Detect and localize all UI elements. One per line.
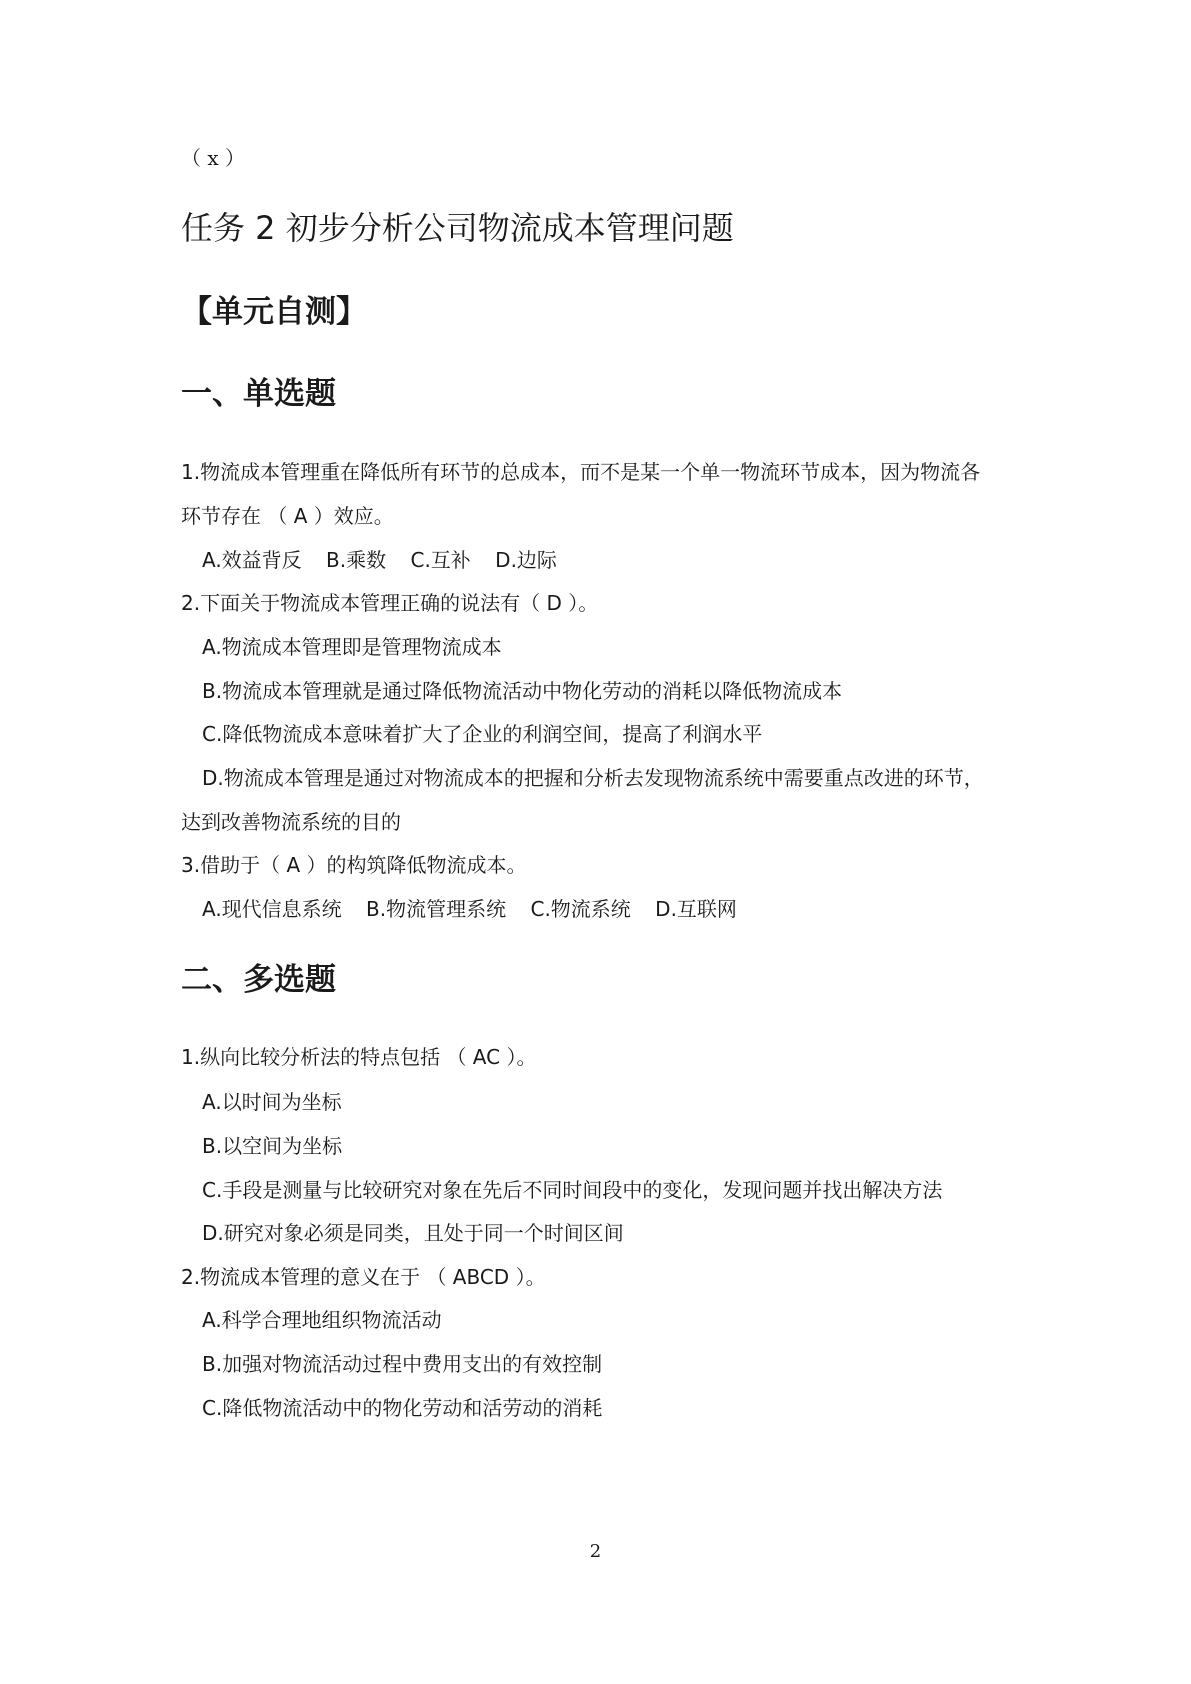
mc-q2-option-a: A.科学合理地组织物流活动 <box>202 1308 442 1332</box>
option-b: B.乘数 <box>326 548 387 572</box>
sc-q2-option-d-line2: 达到改善物流系统的目的 <box>181 810 401 834</box>
multi-choice-heading: 二、多选题 <box>181 962 336 998</box>
option-b: B.物流管理系统 <box>366 897 507 921</box>
sc-q1-line1: 1.物流成本管理重在降低所有环节的总成本，而不是某一个单一物流环节成本，因为物流各 <box>181 460 981 484</box>
mc-q1-option-a: A.以时间为坐标 <box>202 1090 342 1114</box>
mc-q1-option-c: C.手段是测量与比较研究对象在先后不同时间段中的变化，发现问题并找出解决方法 <box>202 1178 943 1202</box>
mc-q2-option-c: C.降低物流活动中的物化劳动和活劳动的消耗 <box>202 1396 603 1420</box>
sc-q3-options <box>202 895 737 923</box>
mc-q2-option-b: B.加强对物流活动过程中费用支出的有效控制 <box>202 1352 603 1376</box>
option-c: C.物流系统 <box>530 897 631 921</box>
unit-heading: 【单元自测】 <box>181 294 367 330</box>
page-number: 2 <box>589 1541 602 1562</box>
mc-q1-option-d: D.研究对象必须是同类，且处于同一个时间区间 <box>202 1221 624 1245</box>
mc-q2-stem: 2.物流成本管理的意义在于 （ ABCD ）。 <box>181 1265 546 1289</box>
option-c: C.互补 <box>410 548 471 572</box>
sc-q2-option-c: C.降低物流成本意味着扩大了企业的利润空间，提高了利润水平 <box>202 722 763 746</box>
option-d: D.边际 <box>495 548 557 572</box>
option-d: D.互联网 <box>655 897 737 921</box>
sc-q2-stem: 2.下面关于物流成本管理正确的说法有（ D ）。 <box>181 591 599 615</box>
mc-q1-option-b: B.以空间为坐标 <box>202 1134 343 1158</box>
task-title: 任务 2 初步分析公司物流成本管理问题 <box>181 209 734 247</box>
sc-q2-option-d-line1: D.物流成本管理是通过对物流成本的把握和分析去发现物流系统中需要重点改进的环节， <box>202 766 984 790</box>
sc-q1-line2: 环节存在 （ A ）效应。 <box>181 504 394 528</box>
previous-answer: （ x ） <box>181 146 245 170</box>
sc-q3-stem: 3.借助于（ A ）的构筑降低物流成本。 <box>181 853 527 877</box>
option-a: A.效益背反 <box>202 548 302 572</box>
mc-q1-stem: 1.纵向比较分析法的特点包括 （ AC ）。 <box>181 1045 537 1069</box>
sc-q1-options <box>202 546 557 574</box>
sc-q2-option-a: A.物流成本管理即是管理物流成本 <box>202 635 502 659</box>
single-choice-heading: 一、单选题 <box>181 376 336 412</box>
option-a: A.现代信息系统 <box>202 897 342 921</box>
sc-q2-option-b: B.物流成本管理就是通过降低物流活动中物化劳动的消耗以降低物流成本 <box>202 679 843 703</box>
